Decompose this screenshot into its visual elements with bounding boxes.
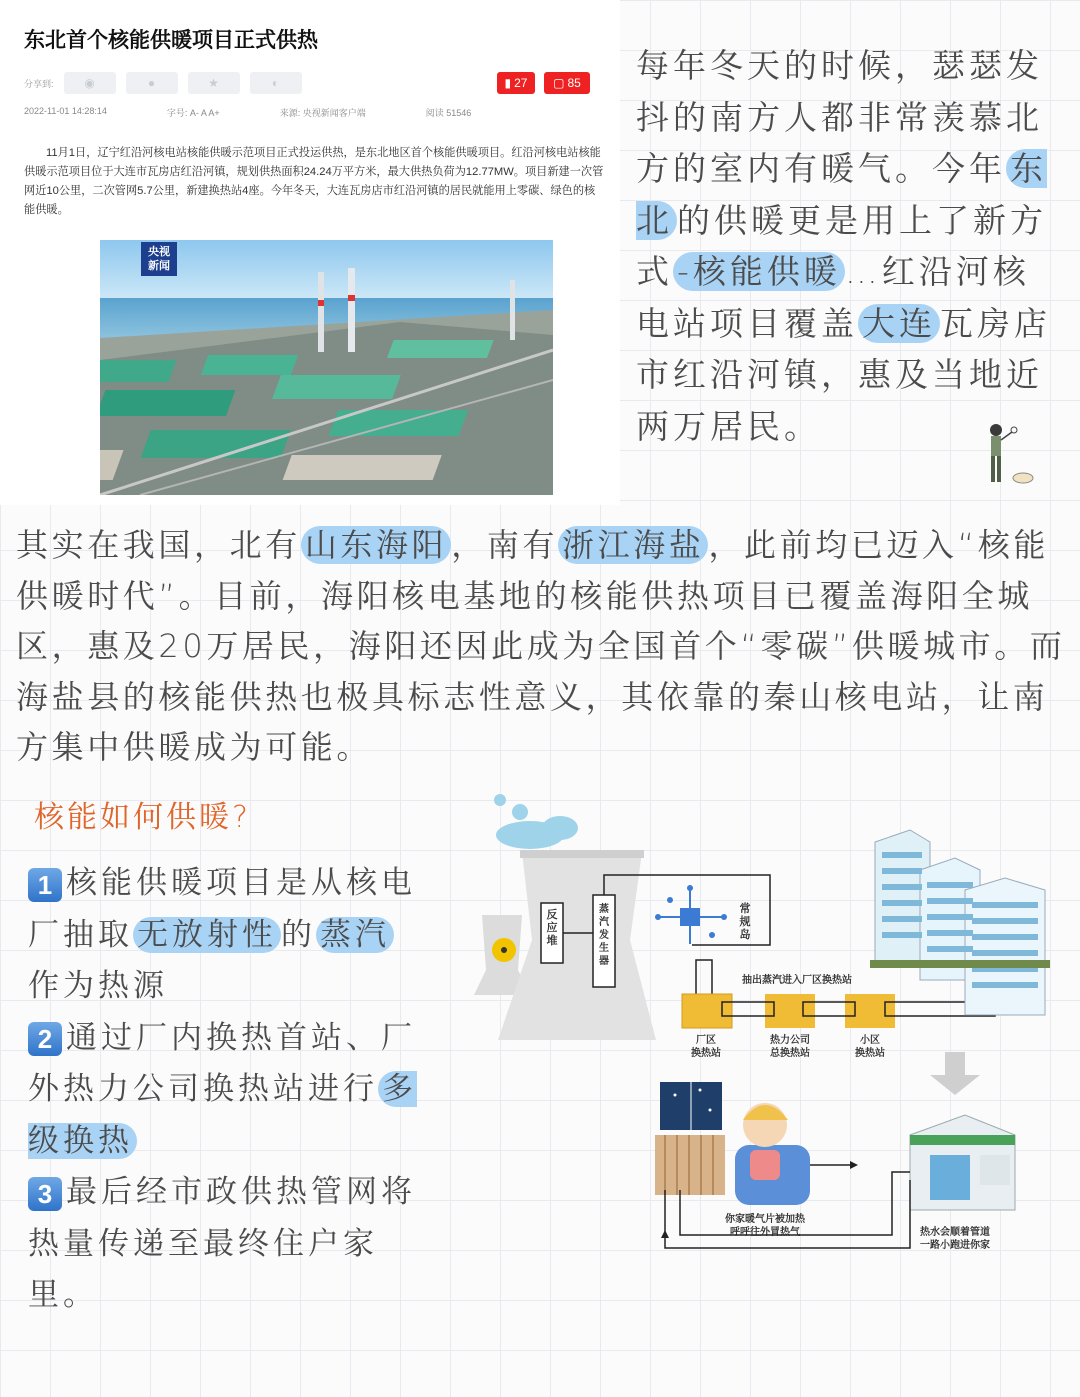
qq-share-button[interactable] [126, 72, 178, 94]
news-photo [100, 240, 553, 495]
cooling-tower [498, 852, 656, 1040]
comments-count: 85 [567, 76, 581, 90]
news-body: 11月1日，辽宁红沿河核电站核能供暖示范项目正式投运供热，是东北地区首个核能供暖项目。红沿河核电站核能供暖示范项目位于大连市瓦房店红沿河镇，规划供热面积24.24万平方米，最大供热负荷为12.77MW。项目新建一次管网近10公里，二次管网5.7公里，新建换热站4座。今年冬天，大连瓦房店市红沿河镇的居民就能用上零碳、绿色的核能供暖。 [24, 147, 604, 216]
station-3-label: 小区换热站 [855, 1035, 885, 1059]
bookmark-icon: ▮ [504, 76, 512, 90]
highlight-zhejiang-haiyan: 浙江海盐 [558, 526, 708, 564]
favorite-share-button[interactable] [188, 72, 240, 94]
station-3 [845, 994, 895, 1028]
child-icon [735, 1103, 810, 1205]
middle-paragraph: 其实在我国，北有 山东海阳 ，南有 浙江海盐 ，此前均已迈入“核能供暖时代”。目前，海阳核电基地的核能供热项目已覆盖海阳全城区，惠及20万居民，海阳还因此成为全国首个“零碳”供暖城市。而海盐县的核能供热也极具标志性意义，其依靠的秦山核电站，让南方集中供暖成为可能。 [16, 526, 1066, 766]
step-3: 3 最后经市政供热管网将热量传递至最终住户家里。 [28, 1174, 416, 1313]
likes-count: 27 [514, 76, 528, 90]
station-1 [682, 994, 732, 1028]
station-1-label: 厂区换热站 [691, 1035, 721, 1059]
comment-icon: ▢ [553, 76, 565, 90]
steam-generator-label: 蒸汽发生器 [599, 904, 609, 967]
section-title: 核能如何供暖? [34, 800, 251, 835]
highlight-shandong-haiyang: 山东海阳 [301, 526, 451, 564]
news-source: 来源: 央视新闻客户端 [279, 108, 366, 118]
intro-paragraph: 每年冬天的时候，瑟瑟发抖的南方人都非常羡慕北方的室内有暖气。今年 东北 的供暖更是用上了新方式 -核能供暖 …红沿河核电站项目覆盖 大连 瓦房店市红沿河镇，惠及当地近两万居民。 [636, 46, 1051, 446]
highlight-steam: 蒸汽 [316, 917, 394, 953]
reactor-label: 反应堆 [546, 909, 558, 947]
highlight-dongbei: 东北 [636, 149, 1047, 240]
home-label: 你家暖气片被加热呼呼往外冒热气 [725, 1214, 805, 1238]
news-title: 东北首个核能供暖项目正式供热 [24, 29, 318, 52]
penguin-icon: ● [147, 76, 156, 90]
radiator-icon [655, 1135, 725, 1195]
steam-cloud-icon [494, 794, 578, 849]
highlight-dalian: 大连 [858, 304, 940, 343]
highlight-multistage: 多级换热 [28, 1071, 417, 1159]
likes-badge[interactable] [497, 72, 535, 94]
heating-diagram [460, 790, 1060, 1280]
star-icon: ★ [208, 76, 219, 90]
station-2 [765, 994, 815, 1028]
apartment-buildings [870, 830, 1050, 1015]
heat-station-building [910, 1115, 1015, 1210]
extract-steam-label: 抽出蒸汽进入厂区换热站 [742, 975, 852, 986]
steps-list [28, 858, 428, 1322]
publish-datetime: 2022-11-01 14:28:14 [24, 106, 107, 116]
read-count: 阅读 51546 [425, 108, 472, 118]
highlight-nuclear-heating: -核能供暖 [673, 252, 845, 291]
girl-illustration [978, 420, 1038, 494]
step-number-3: 3 [28, 1177, 62, 1211]
share-row [24, 72, 302, 94]
comments-badge[interactable] [544, 72, 590, 94]
wechat-share-button[interactable] [250, 72, 302, 94]
highlight-non-radioactive: 无放射性 [133, 917, 281, 953]
meta-row [24, 106, 531, 119]
font-size-control[interactable]: 字号: A- A A+ [166, 108, 220, 118]
down-arrow-icon [930, 1052, 980, 1095]
conventional-island-label: 常规岛 [739, 903, 751, 941]
station-2-label: 热力公司总换热站 [770, 1035, 810, 1059]
cctv-news-logo: 央视 新闻 [141, 242, 177, 276]
chip-icon [655, 885, 727, 944]
step-2: 2 通过厂内换热首站、厂外热力公司换热站进行 多级换热 [28, 1019, 417, 1159]
weibo-icon: ◉ [84, 76, 95, 90]
pipe-label: 热水会顺着管道一路小跑进你家 [920, 1227, 990, 1251]
step-1: 1 核能供暖项目是从核电厂抽取 无放射性 的 蒸汽作为热源 [28, 865, 416, 1004]
step-number-2: 2 [28, 1022, 62, 1056]
window-icon [660, 1082, 722, 1130]
step-number-1: 1 [28, 868, 62, 902]
share-label: 分享到: [24, 78, 54, 89]
wechat-icon: ◐ [271, 76, 280, 90]
weibo-share-button[interactable] [64, 72, 116, 94]
news-card [0, 0, 620, 505]
